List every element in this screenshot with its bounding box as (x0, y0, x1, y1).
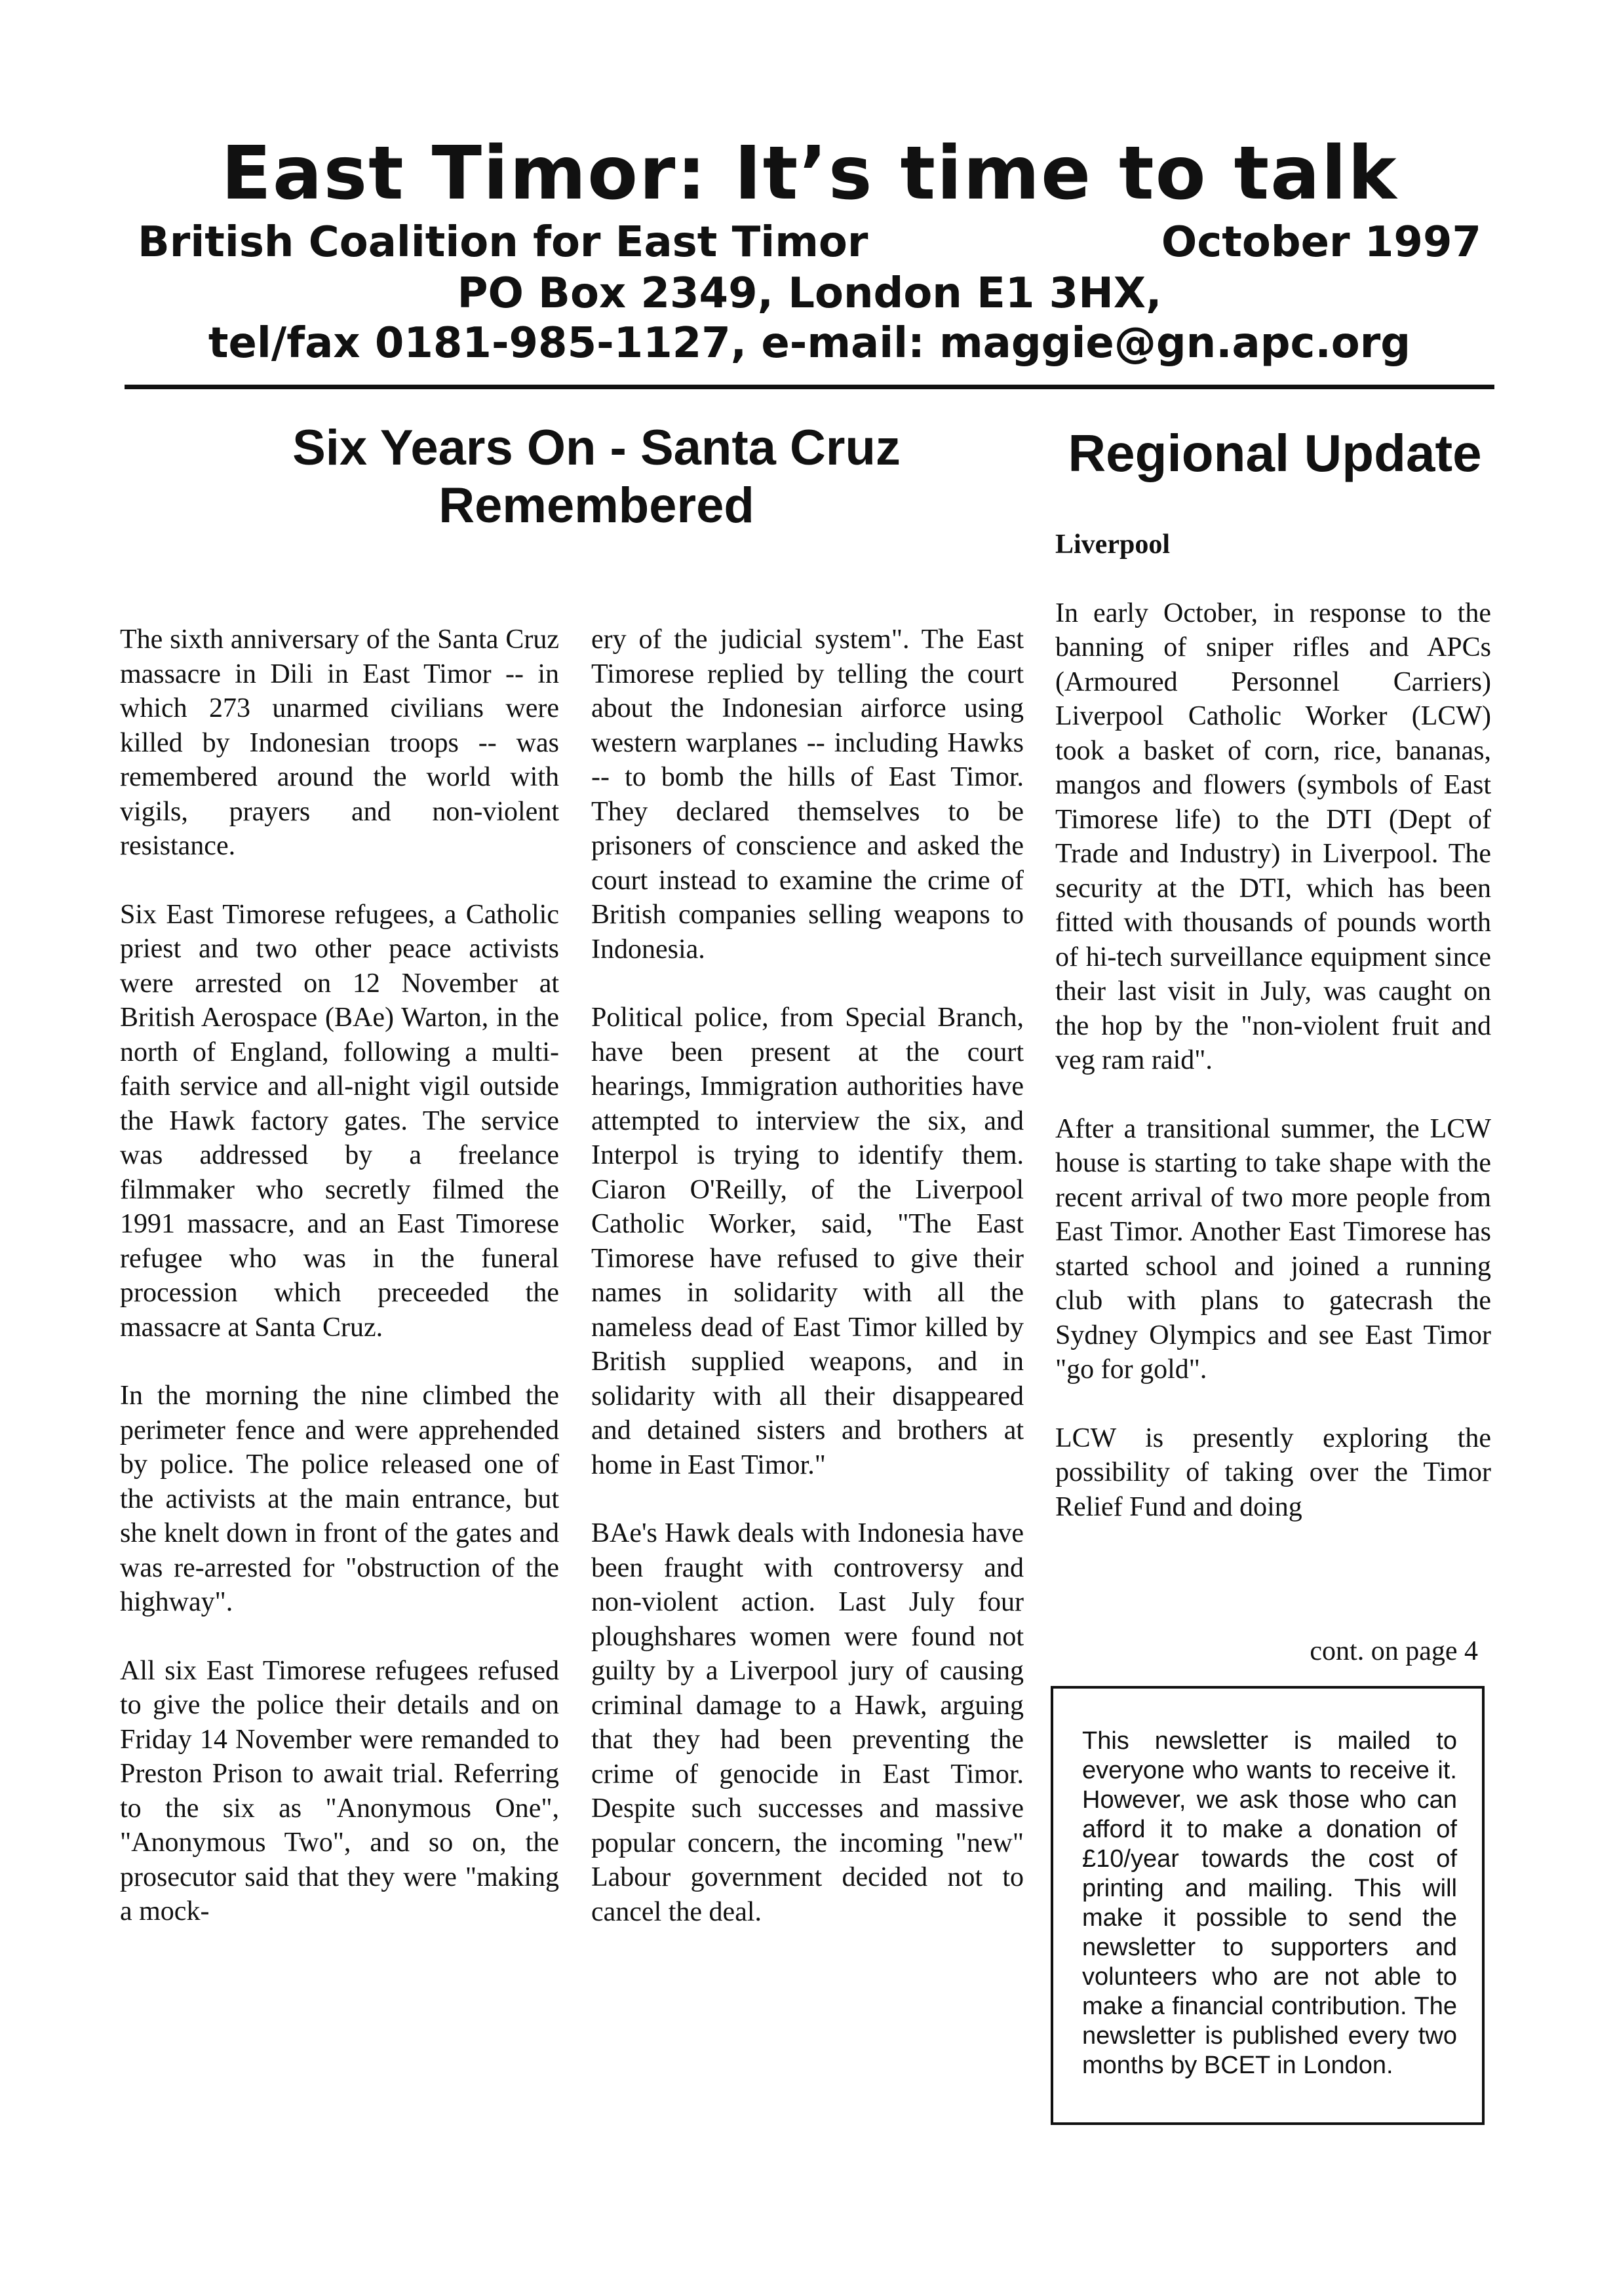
paragraph: Political police, from Special Branch, have been present at the court hearings, Immigration authorities have attempted to interview the six, and Interpol is trying to identify them. Ciaron O'Reilly, of the Liverpool Catholic Worker, said, "The East Timorese have refused to give their names in solidarity with all the nameless dead of East Timor killed by British supplied weapons, and in solidarity with all their disappeared and detained sisters and brothers at home in East Timor." (591, 1003, 1024, 1480)
organization-name: British Coalition for East Timor (138, 218, 868, 267)
santa-cruz-column-2 (591, 622, 1024, 1963)
paragraph: After a transitional summer, the LCW house is starting to take shape with the recent arrival of two more people from East Timor. Another East Timorese has started school and joined a running club with plans to gatecrash the Sydney Olympics and see East Timor "go for gold". (1055, 1113, 1491, 1385)
santa-cruz-headline: Six Years On - Santa Cruz Remembered (292, 420, 901, 533)
masthead (125, 131, 1494, 368)
paragraph: The sixth anniversary of the Santa Cruz massacre in Dili in East Timor -- in which 273 unarmed civilians were killed by Indonesian troops -- was remembered around the world with vigils, prayers and non-violent resistance. (120, 624, 559, 861)
paragraph: In early October, in response to the banning of sniper rifles and APCs (Armoured Personnel Carriers) Liverpool Catholic Worker (LCW) took a basket of corn, rice, bananas, mangos and flowers (symbols of East Timorese life) to the DTI (Dept of Trade and Industry) in Liverpool. The security at the DTI, which has been fitted with thousands of pounds worth of hi-tech surveillance equipment since their last visit in July, was caught on the hop by the "non-violent fruit and veg ram raid". (1055, 598, 1491, 1075)
regional-update-headline: Regional Update (1068, 424, 1482, 482)
paragraph: Six East Timorese refugees, a Catholic priest and two other peace activists were arrested on 12 November at British Aerospace (BAe) Warton, in the north of England, following a multi-faith service and all-night vigil outside the Hawk factory gates. The service was addressed by a freelance filmmaker who secretly filmed the 1991 massacre, and an East Timorese refugee who was in the funeral procession which preceeded the massacre at Santa Cruz. (120, 899, 559, 1343)
issue-date: October 1997 (1161, 218, 1481, 267)
masthead-org-row (125, 216, 1494, 269)
santa-cruz-column-1 (120, 622, 559, 1963)
newsletter-title: East Timor: It’s time to talk (221, 131, 1398, 216)
paragraph: LCW is presently exploring the possibility of taking over the Timor Relief Fund and doing (1055, 1423, 1491, 1522)
regional-update-column (1055, 527, 1491, 1558)
masthead-divider (125, 385, 1494, 389)
postal-address: PO Box 2349, London E1 3HX, (457, 269, 1162, 318)
notice-text: This newsletter is mailed to everyone who wants to receive it. However, we ask those who can afford it to make a donation of £10/year towards the cost of printing and mailing. This will make it possible to send the newsletter to supporters and volunteers who are not able to make a financial contribution. The newsletter is published every two months by BCET in London. (1082, 1727, 1457, 2079)
paragraph: In the morning the nine climbed the perimeter fence and were apprehended by police. The police released one of the activists at the main entrance, but she knelt down in front of the gates and was re-arrested for "obstruction of the highway". (120, 1381, 559, 1617)
paragraph: BAe's Hawk deals with Indonesia have been fraught with controversy and non-violent action. Last July four ploughshares women were found not guilty by a Liverpool jury of causing criminal damage to a Hawk, arguing that they had been preventing the crime of genocide in East Timor. Despite such successes and massive popular concern, the incoming "new" Labour government decided not to cancel the deal. (591, 1518, 1024, 1927)
newsletter-notice-box (1051, 1686, 1485, 2125)
liverpool-subheading: Liverpool (1055, 529, 1170, 560)
paragraph: ery of the judicial system". The East Timorese replied by telling the court about the Indonesian airforce using western warplanes -- including Hawks -- to bomb the hills of East Timor. They declared themselves to be prisoners of conscience and asked the court instead to examine the crime of British companies selling weapons to Indonesia. (591, 624, 1024, 965)
contact-details: tel/fax 0181-985-1127, e-mail: maggie@gn.apc.org (208, 319, 1411, 368)
continuation-note: cont. on page 4 (1310, 1636, 1478, 1666)
paragraph: All six East Timorese refugees refused to give the police their details and on Friday 14 November were remanded to Preston Prison to await trial. Referring to the six as "Anonymous One", "Anonymous Two", and so on, the prosecutor said that they were "making a mock- (120, 1655, 559, 1926)
